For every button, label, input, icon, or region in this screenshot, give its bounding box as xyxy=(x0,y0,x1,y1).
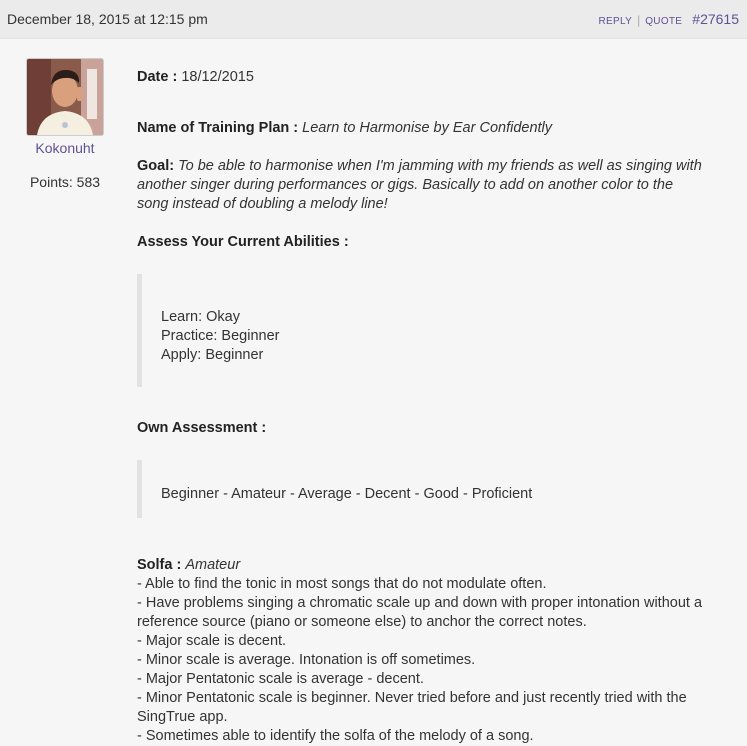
author-name[interactable]: Kokonuht xyxy=(35,140,95,156)
ability-learn: Learn: Okay xyxy=(161,309,240,325)
abilities-quote xyxy=(137,274,732,387)
solfa-item: - Major Pentatonic scale is average - decent. xyxy=(137,671,424,687)
author-panel xyxy=(25,58,105,190)
goal-label: Goal: xyxy=(137,158,175,174)
post-header xyxy=(0,0,747,39)
solfa-label: Solfa : xyxy=(137,557,182,573)
assessment-scale: Beginner - Amateur - Average - Decent - Good - Proficient xyxy=(161,486,533,502)
goal-line-2: another singer during performances or gigs. Basically to add on another color to the xyxy=(137,177,674,193)
quote-link[interactable]: QUOTE xyxy=(645,16,683,27)
own-assessment-quote xyxy=(137,460,732,518)
solfa-list xyxy=(137,575,732,746)
solfa-line xyxy=(137,556,732,575)
action-separator: | xyxy=(637,13,641,27)
goal-paragraph xyxy=(137,157,732,214)
goal-line-1: To be able to harmonise when I'm jamming with my friends as well as singing with xyxy=(178,158,702,174)
post-number-link[interactable]: #27615 xyxy=(692,11,739,27)
solfa-item: - Minor Pentatonic scale is beginner. Never tried before and just recently tried with the xyxy=(137,690,687,706)
solfa-item: - Minor scale is average. Intonation is off sometimes. xyxy=(137,652,476,668)
solfa-value: Amateur xyxy=(185,557,241,573)
solfa-item: reference source (piano or someone else) to anchor the correct notes. xyxy=(137,614,587,630)
goal-line-3: song instead of doubling a melody line! xyxy=(137,196,388,212)
plan-line xyxy=(137,119,732,138)
date-label: Date : xyxy=(137,69,178,85)
avatar[interactable] xyxy=(26,58,104,136)
plan-label: Name of Training Plan : xyxy=(137,120,299,136)
solfa-item: - Major scale is decent. xyxy=(137,633,287,649)
author-points: Points: 583 xyxy=(29,174,101,190)
plan-value: Learn to Harmonise by Ear Confidently xyxy=(302,120,553,136)
reply-link[interactable]: REPLY xyxy=(598,16,633,27)
post-content xyxy=(137,68,732,746)
solfa-item: - Able to find the tonic in most songs that do not modulate often. xyxy=(137,576,547,592)
ability-practice: Practice: Beginner xyxy=(161,328,280,344)
post-actions xyxy=(599,11,739,27)
solfa-item: - Have problems singing a chromatic scale up and down with proper intonation without a xyxy=(137,595,703,611)
solfa-item: SingTrue app. xyxy=(137,709,228,725)
own-assessment-heading: Own Assessment : xyxy=(137,420,267,436)
assess-heading: Assess Your Current Abilities : xyxy=(137,234,349,250)
date-value: 18/12/2015 xyxy=(181,69,254,85)
date-line xyxy=(137,68,732,87)
post-date: December 18, 2015 at 12:15 pm xyxy=(7,11,208,27)
solfa-item: - Sometimes able to identify the solfa of the melody of a song. xyxy=(137,728,534,744)
ability-apply: Apply: Beginner xyxy=(161,347,264,363)
